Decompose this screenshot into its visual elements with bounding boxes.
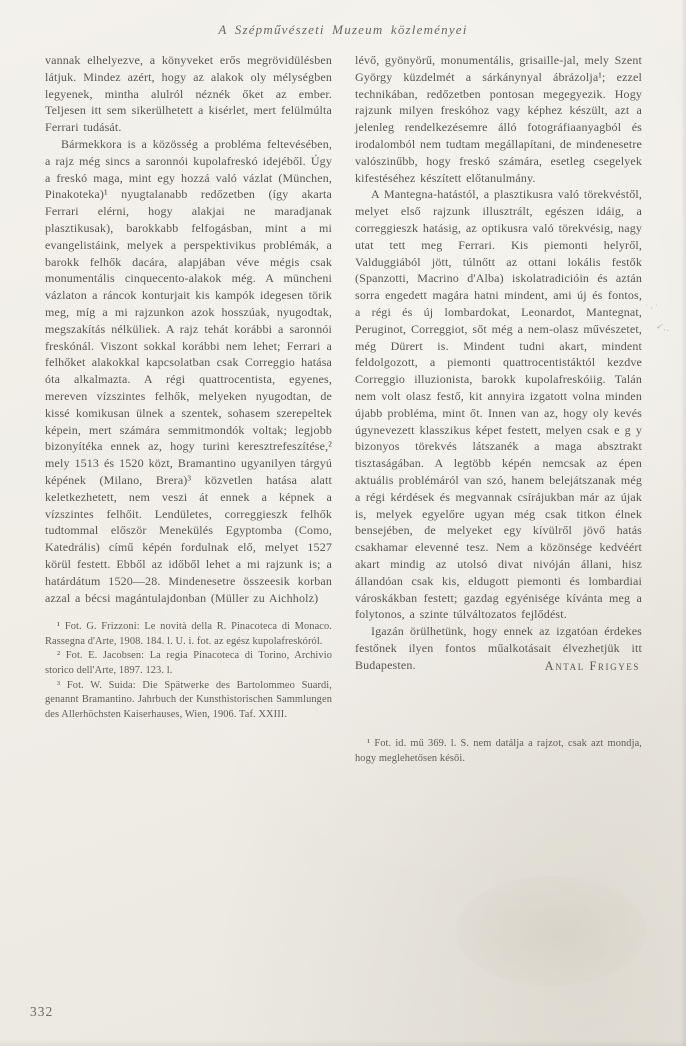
- page-number: 332: [30, 1004, 54, 1019]
- left-paragraph-1: vannak elhelyezve, a könyveket erős megrövidülésben látjuk. Mindez azért, hogy az alakok oly mélységben legyenek, mintha alulról néznék őket az ember. Teljesen itt sem sikerülhetett a kisérlet, mert felülmúlta Ferrari tudását.: [45, 53, 332, 135]
- scan-artifact: ✓‥: [655, 321, 671, 333]
- scan-artifact: ·‚·: [645, 300, 660, 310]
- scan-edge-shadow: [681, 0, 686, 1046]
- left-footnotes: [45, 620, 332, 722]
- right-body-text: [355, 52, 642, 673]
- scan-edge-shadow: [0, 1040, 686, 1046]
- right-paragraph-2: A Mantegna-hatástól, a plasztikusra való törekvéstől, melyet első rajzunk illusztrált, egészen idáig, a correggieszk hatásig, az optikusra való törekvésig, nagy utat tett meg Ferrari. Kis piemonti helyről, Valduggiából jött, túlnőtt az ottani lokális festők (Spanzotti, Macrino d'Alba) iskolatradicióin és aztán sorra engedett magára hatni mindent, ami új és fontos, a régi és új lombardokat, Leonardot, Mantegnat, Peruginot, Correggiot, sőt még a nem-olasz művészetet, még Dürert is. Mindent tudni akart, mindent feldolgozott, a piemonti quattrocentistáktól kezdve Correggio illuzionista, barokk kupolafreskóiig. Talán nem volt olasz festő, kit annyira izgatott volna minden újabb probléma, mint őt. Innen van az, hogy oly kevés úgynevezett klasszikus képet festett, melyen csak e g y bizonyos törekvés látszanék a maga absztrakt tisztaságában. A legtöbb képén nemcsak az épen aktuális problémáról van szó, hanem belejátszanak még a régi kérdések és megvannak csírájukban már az újak is, melyek egyelőre ugyan még csak titkon élnek bensejében, de melyeket egy kívülről jövő hatás csakhamar elevenné tesz. Nem a közönsége kedvéért akart mindig az utolsó divat nivóján állani, hisz állandóan csak kis, eldugott piemonti és lombardiai városkákban festett; gazdag egyénisége kívánta meg a folytonos, a szinte túlváltozatos fejlődést.: [355, 187, 642, 622]
- footnote-1: ¹ Fot. G. Frizzoni: Le novità della R. Pinacoteca di Monaco. Rassegna d'Arte, 1908. 184. l. U. i. fot. az egész kupolafreskóról.: [45, 621, 332, 647]
- right-column: [355, 52, 642, 767]
- footnote-3: ³ Fot. W. Suida: Die Spätwerke des Bartolommeo Suardi, genannt Bramantino. Jahrbuch der Kunsthistorischen Sammlungen des Allerhöchsten Kaiserhauses, Wien, 1906. Taf. XXIII.: [45, 679, 332, 720]
- footnote-right-1: ¹ Fot. id. mű 369. l. S. nem datálja a rajzot, csak azt mondja, hogy meglehetősen késői.: [355, 738, 642, 765]
- author-signature: Antal Frigyes: [544, 658, 640, 673]
- footnote-2: ² Fot. E. Jacobsen: La regia Pinacoteca di Torino, Archivio storico dell'Arte, 1897. 123. l.: [45, 650, 332, 677]
- left-paragraph-2: Bármekkora is a közösség a probléma feltevésében, a rajz még sincs a saronnói kupolafreskó idejéből. Úgy a freskó maga, mint egy hozzá való vázlat (München, Pinakoteka)¹ nyugtalanabb redőzetben (így akarta Ferrari elérni, hogy alakjai ne maradjanak plasztikusak), barokkabb felfogásban, mint a mi evangelistáink, melyek a perspektivikus problémák, a barokk felhők dacára, alapjában véve mégis csak monumentális cinquecento-alakok még. A müncheni vázlaton a ráncok konturjait kis kampók idegesen törik meg, míg a mi rajzunkon azok hosszúak, nyugodtak, megszakítás nélküliek. A rajz tehát korábbi a saronnói freskónál. Viszont sokkal korábbi nem lehet; Ferrari a felhőket alakokkal kapcsolatban csak Correggio hatása óta alkalmazta. A régi quattrocentista, egyenes, mereven vízszintes felhők, melyeken nyugodtan, de kissé komikusan ülnek a szentek, sohasem szerepeltek képein, mert számára semmitmondók voltak; legjobb bizonyítéka ennek az, hogy turini keresztrefeszítése,² mely 1513 és 1520 közt, Bramantino ugyanilyen tárgyú képének (Milano, Brera)³ közvetlen hatása alatt keletkezhetett, nem veszi át ennek a képnek a vízszintes felhőit. Lendületes, correggieszk felhők tudtommal először Menekülés Egyptomba (Como, Katedrális) című képén fordulnak elő, melyet 1527 körül festett. Ebből az időből lehet a mi rajzunk is; a határdátum 1520—28. Mindenesetre összeesik korban azzal a bécsi magántulajdonban (Müller zu Aichholz): [45, 136, 332, 605]
- right-paragraph-3: Igazán örülhetünk, hogy ennek az izgatóan érdekes festőnek ilyen fontos műalkotásait élvezhetjük itt Budapesten.: [355, 624, 642, 672]
- text-columns: [45, 52, 642, 767]
- right-footnotes: [355, 737, 642, 766]
- left-column: [45, 52, 332, 767]
- paper-stain: [456, 876, 646, 986]
- left-body-text: [45, 52, 332, 606]
- running-head-title: A Szépművészeti Muzeum közleményei: [218, 22, 468, 37]
- right-paragraph-1: lévő, gyönyörű, monumentális, grisaille-jal, mely Szent György küzdelmét a sárkánynyal ábrázolja¹; ezzel technikában, redőzetben pontosan megegyezik. Hogy rajzunk milyen freskóhoz vagy képhez készült, azt a jelenleg rendelkezésemre álló fotográfiaanyagból és irodalomból nem tudtam megállapítani, de mindenesetre valószinűbb, hogy freskó számára, esetleg csegelyek kifestéséhez készített előtanulmány.: [355, 53, 642, 185]
